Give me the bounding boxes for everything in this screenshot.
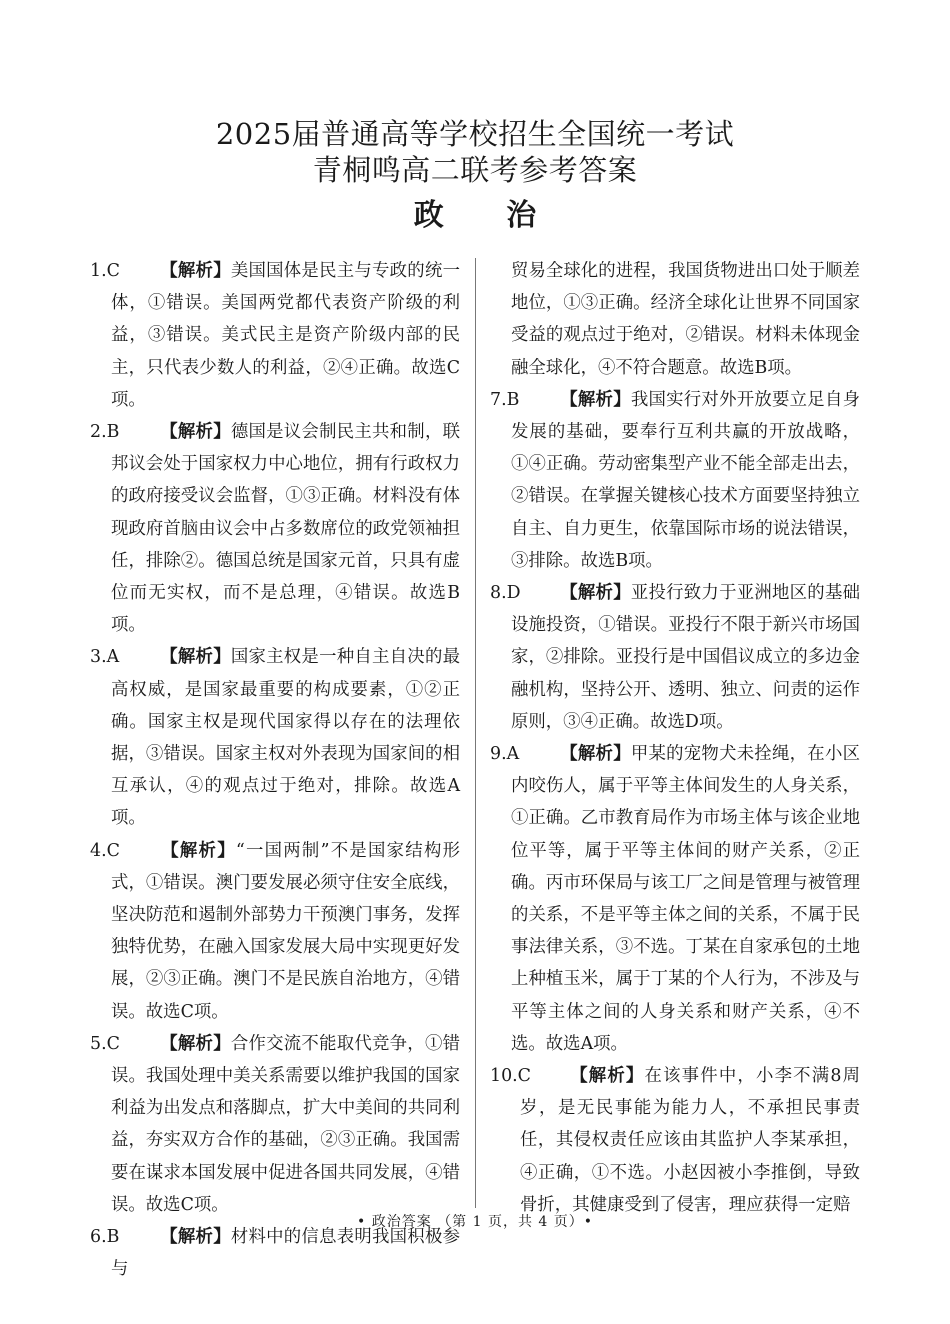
answer-number: 6.B	[90, 1227, 120, 1248]
exam-title: 2025届普通高等学校招生全国统一考试	[215, 117, 735, 151]
answer-text: 材料中的信息表明我国积极参与	[111, 1227, 460, 1280]
answer-number: 8.D	[490, 583, 521, 604]
subject-heading: 政 治	[413, 198, 563, 233]
answer-text: 在该事件中，小李不满8周岁，是无民事能为能力人，不承担民事责任，其侵权责任应该由其监护人李某承担，④正确，①不选。小赵因被小李推倒，导致骨折，其健康受到了侵害，理应获得一定赔	[520, 1066, 860, 1215]
answer-number: 10.C	[490, 1066, 531, 1087]
analysis-tag: 【解析】	[160, 1227, 231, 1248]
analysis-tag: 【解析】	[160, 422, 231, 443]
analysis-tag: 【解析】	[160, 647, 231, 668]
answer-item-6-continued	[490, 255, 860, 384]
answer-text: 甲某的宠物犬未拴绳，在小区内咬伤人，属于平等主体间发生的人身关系，①正确。乙市教育局作为市场主体与该企业地位平等，属于平等主体间的财产关系，②正确。丙市环保局与该工厂之间是管理与被管理的关系，不是平等主体之间的关系，不属于民事法律关系，③不选。丁某在自家承包的土地上种植玉米，属于丁某的个人行为，不涉及与平等主体之间的人身关系和财产关系，④不选。故选A项。	[511, 744, 860, 1054]
analysis-tag: 【解析】	[569, 1066, 645, 1087]
answer-number: 2.B	[90, 422, 120, 443]
column-divider	[475, 258, 476, 1208]
analysis-tag: 【解析】	[160, 840, 236, 861]
answer-item-2	[90, 416, 460, 641]
answer-text: 国家主权是一种自主自决的最高权威，是国家最重要的构成要素，①②正确。国家主权是现代国家得以存在的法理依据，③错误。国家主权对外表现为国家间的相互承认，④的观点过于绝对，排除。故选A项。	[111, 647, 460, 829]
answer-number: 5.C	[90, 1033, 120, 1054]
answer-text: 德国是议会制民主共和制，联邦议会处于国家权力中心地位，拥有行政权力的政府接受议会监督，①③正确。材料没有体现政府首脑由议会中占多数席位的政党领袖担任，排除②。德国总统是国家元首，只具有虚位而无实权，而不是总理，④错误。故选B项。	[111, 422, 460, 636]
answer-number: 7.B	[490, 389, 520, 410]
answer-number: 4.C	[90, 840, 120, 861]
answer-number: 9.A	[490, 744, 520, 765]
answer-text: 美国国体是民主与专政的统一体，①错误。美国两党都代表资产阶级的利益，③错误。美式民主是资产阶级内部的民主，只代表少数人的利益，②④正确。故选C项。	[111, 261, 460, 410]
page-footer: • 政治答案 （第 1 页，共 4 页）•	[356, 1214, 594, 1230]
answer-text: 合作交流不能取代竞争，①错误。我国处理中美关系需要以维护我国的国家利益为出发点和落脚点，扩大中美间的共同利益，夯实双方合作的基础，②③正确。我国需要在谋求本国发展中促进各国共同发展，④错误。故选C项。	[111, 1033, 460, 1215]
analysis-tag: 【解析】	[160, 261, 231, 281]
right-column	[490, 255, 860, 1221]
analysis-tag: 【解析】	[560, 744, 631, 765]
answer-number: 3.A	[90, 647, 120, 668]
left-column	[90, 255, 460, 1286]
answer-text: 亚投行致力于亚洲地区的基础设施投资，①错误。亚投行不限于新兴市场国家，②排除。亚投行是中国倡议成立的多边金融机构，坚持公开、透明、独立、问责的运作原则，③④正确。故选D项。	[511, 583, 860, 732]
answer-item-3	[90, 641, 460, 834]
answer-item-4	[90, 835, 460, 1028]
answer-key-title: 青桐鸣高二联考参考答案	[312, 153, 638, 187]
answer-item-9	[490, 738, 860, 1060]
answer-text: “一国两制”不是国家结构形式，①错误。澳门要发展必须守住安全底线，坚决防范和遏制外部势力干预澳门事务，发挥独特优势，在融入国家发展大局中实现更好发展，②③正确。澳门不是民族自治地方，④错误。故选C项。	[111, 840, 460, 1022]
analysis-tag: 【解析】	[560, 389, 631, 410]
answer-text: 贸易全球化的进程，我国货物进出口处于顺差地位，①③正确。经济全球化让世界不同国家受益的观点过于绝对，②错误。材料未体现金融全球化，④不符合题意。故选B项。	[511, 261, 860, 378]
analysis-tag: 【解析】	[160, 1033, 231, 1054]
analysis-tag: 【解析】	[560, 583, 631, 604]
answer-item-1	[90, 255, 460, 416]
answer-text: 我国实行对外开放要立足自身发展的基础，要奉行互利共赢的开放战略，①④正确。劳动密集型产业不能全部走出去，②错误。在掌握关键核心技术方面要坚持独立自主、自力更生，依靠国际市场的说法错误，③排除。故选B项。	[511, 389, 860, 571]
answer-item-10	[490, 1060, 860, 1221]
answer-item-8	[490, 577, 860, 738]
answer-item-7	[490, 384, 860, 577]
answer-number: 1.C	[90, 261, 120, 281]
answer-item-5	[90, 1028, 460, 1221]
